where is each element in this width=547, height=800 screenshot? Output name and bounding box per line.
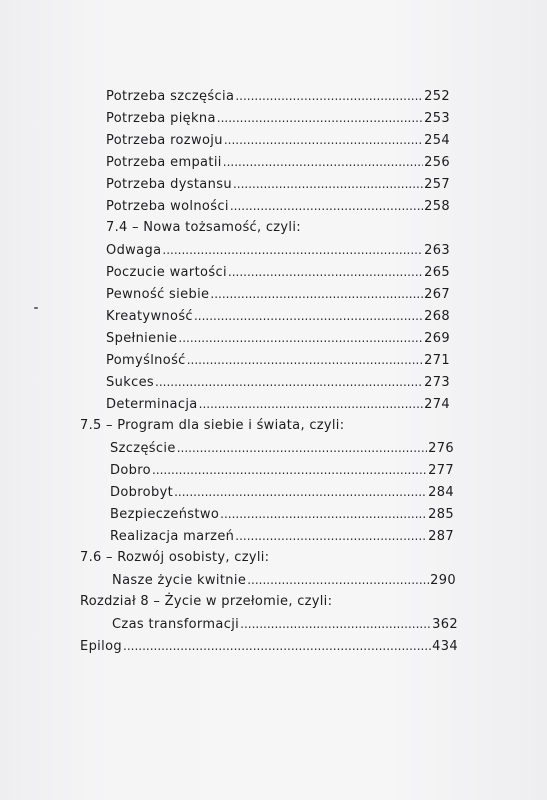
toc-entry xyxy=(106,261,450,283)
toc-entry xyxy=(106,85,450,107)
toc-entry-title: Potrzeba dystansu xyxy=(106,177,232,192)
dot-leader xyxy=(187,349,423,371)
toc-entry-page: 362 xyxy=(432,617,458,632)
toc-entry-page: 273 xyxy=(424,375,450,390)
dot-leader xyxy=(174,481,427,503)
toc-entry xyxy=(80,635,458,657)
toc-entry xyxy=(112,613,458,635)
toc-section-heading xyxy=(80,415,450,437)
dot-leader xyxy=(178,327,423,349)
dot-leader xyxy=(199,393,423,415)
toc-entry xyxy=(106,393,450,415)
toc-entry xyxy=(106,283,450,305)
toc-entry xyxy=(110,459,454,481)
toc-entry-title: Odwaga xyxy=(106,243,162,258)
toc-entry-title: Determinacja xyxy=(106,397,198,412)
toc-entry xyxy=(106,107,450,129)
dot-leader xyxy=(152,459,427,481)
dot-leader xyxy=(194,305,423,327)
toc-entry-page: 284 xyxy=(428,485,454,500)
toc-entry xyxy=(106,173,450,195)
toc-entry-page: 257 xyxy=(424,177,450,192)
toc-section-heading xyxy=(106,217,450,239)
toc-entry-title: Szczęście xyxy=(110,441,176,456)
toc-entry xyxy=(106,129,450,151)
toc-entry-title: Dobro xyxy=(110,463,151,478)
toc-entry xyxy=(106,195,450,217)
toc-section-title: 7.6 – Rozwój osobisty, czyli: xyxy=(80,550,270,565)
dot-leader xyxy=(220,503,427,525)
toc-entry xyxy=(106,327,450,349)
toc-entry xyxy=(110,525,454,547)
toc-entry-page: 263 xyxy=(424,243,450,258)
toc-entry-page: 434 xyxy=(432,639,458,654)
dot-leader xyxy=(217,107,423,129)
dot-leader xyxy=(162,239,423,261)
toc-entry-title: Potrzeba szczęścia xyxy=(106,89,235,104)
toc-entry-page: 253 xyxy=(424,111,450,126)
dot-leader xyxy=(235,525,427,547)
toc-entry-title: Dobrobyt xyxy=(110,485,174,500)
toc-entry-title: Epilog xyxy=(80,639,122,654)
toc-entry xyxy=(112,569,456,591)
toc-section-title: 7.4 – Nowa tożsamość, czyli: xyxy=(106,220,301,235)
toc-entry-page: 290 xyxy=(430,573,456,588)
toc-entry-title: Spełnienie xyxy=(106,331,178,346)
toc-entry-page: 268 xyxy=(424,309,450,324)
toc-section-heading xyxy=(80,591,450,613)
toc-entry-page: 287 xyxy=(428,529,454,544)
toc-entry-title: Nasze życie kwitnie xyxy=(112,573,247,588)
toc-entry-title: Czas transformacji xyxy=(112,617,240,632)
toc-entry-title: Realizacja marzeń xyxy=(110,529,235,544)
dot-leader xyxy=(177,437,427,459)
toc-entry-title: Potrzeba empatii xyxy=(106,155,222,170)
toc-entry xyxy=(110,503,454,525)
toc-entry xyxy=(106,305,450,327)
toc-entry-page: 256 xyxy=(424,155,450,170)
toc-section-title: 7.5 – Program dla siebie i świata, czyli: xyxy=(80,418,345,433)
toc-entry-page: 265 xyxy=(424,265,450,280)
page-speck xyxy=(34,307,38,309)
toc-entry-title: Bezpieczeństwo xyxy=(110,507,220,522)
toc-section-heading xyxy=(80,547,450,569)
toc-entry xyxy=(110,481,454,503)
dot-leader xyxy=(247,569,429,591)
dot-leader xyxy=(235,85,423,107)
dot-leader xyxy=(228,261,423,283)
dot-leader xyxy=(224,129,423,151)
dot-leader xyxy=(240,613,431,635)
toc-entry-page: 274 xyxy=(424,397,450,412)
toc-entry-page: 271 xyxy=(424,353,450,368)
dot-leader xyxy=(233,173,423,195)
toc-entry-title: Pomyślność xyxy=(106,353,186,368)
toc-entry xyxy=(106,371,450,393)
toc-entry-page: 252 xyxy=(424,89,450,104)
toc-entry-title: Kreatywność xyxy=(106,309,193,324)
dot-leader xyxy=(123,635,431,657)
toc-entry-page: 285 xyxy=(428,507,454,522)
toc-entry-page: 267 xyxy=(424,287,450,302)
toc-entry-title: Poczucie wartości xyxy=(106,265,227,280)
dot-leader xyxy=(210,283,423,305)
dot-leader xyxy=(223,151,423,173)
toc-entry-page: 276 xyxy=(428,441,454,456)
toc-entry-page: 277 xyxy=(428,463,454,478)
toc-entry-page: 258 xyxy=(424,199,450,214)
dot-leader xyxy=(230,195,423,217)
toc-entry-title: Sukces xyxy=(106,375,155,390)
toc-entry-page: 269 xyxy=(424,331,450,346)
toc-entry-title: Pewność siebie xyxy=(106,287,210,302)
toc-entry-page: 254 xyxy=(424,133,450,148)
toc-entry xyxy=(106,239,450,261)
dot-leader xyxy=(155,371,423,393)
toc-entry-title: Potrzeba rozwoju xyxy=(106,133,223,148)
toc-entry-title: Potrzeba wolności xyxy=(106,199,229,214)
toc-section-title: Rozdział 8 – Życie w przełomie, czyli: xyxy=(80,594,333,609)
toc-entry-title: Potrzeba piękna xyxy=(106,111,216,126)
toc-entry xyxy=(110,437,454,459)
toc-entry xyxy=(106,349,450,371)
toc-entry xyxy=(106,151,450,173)
